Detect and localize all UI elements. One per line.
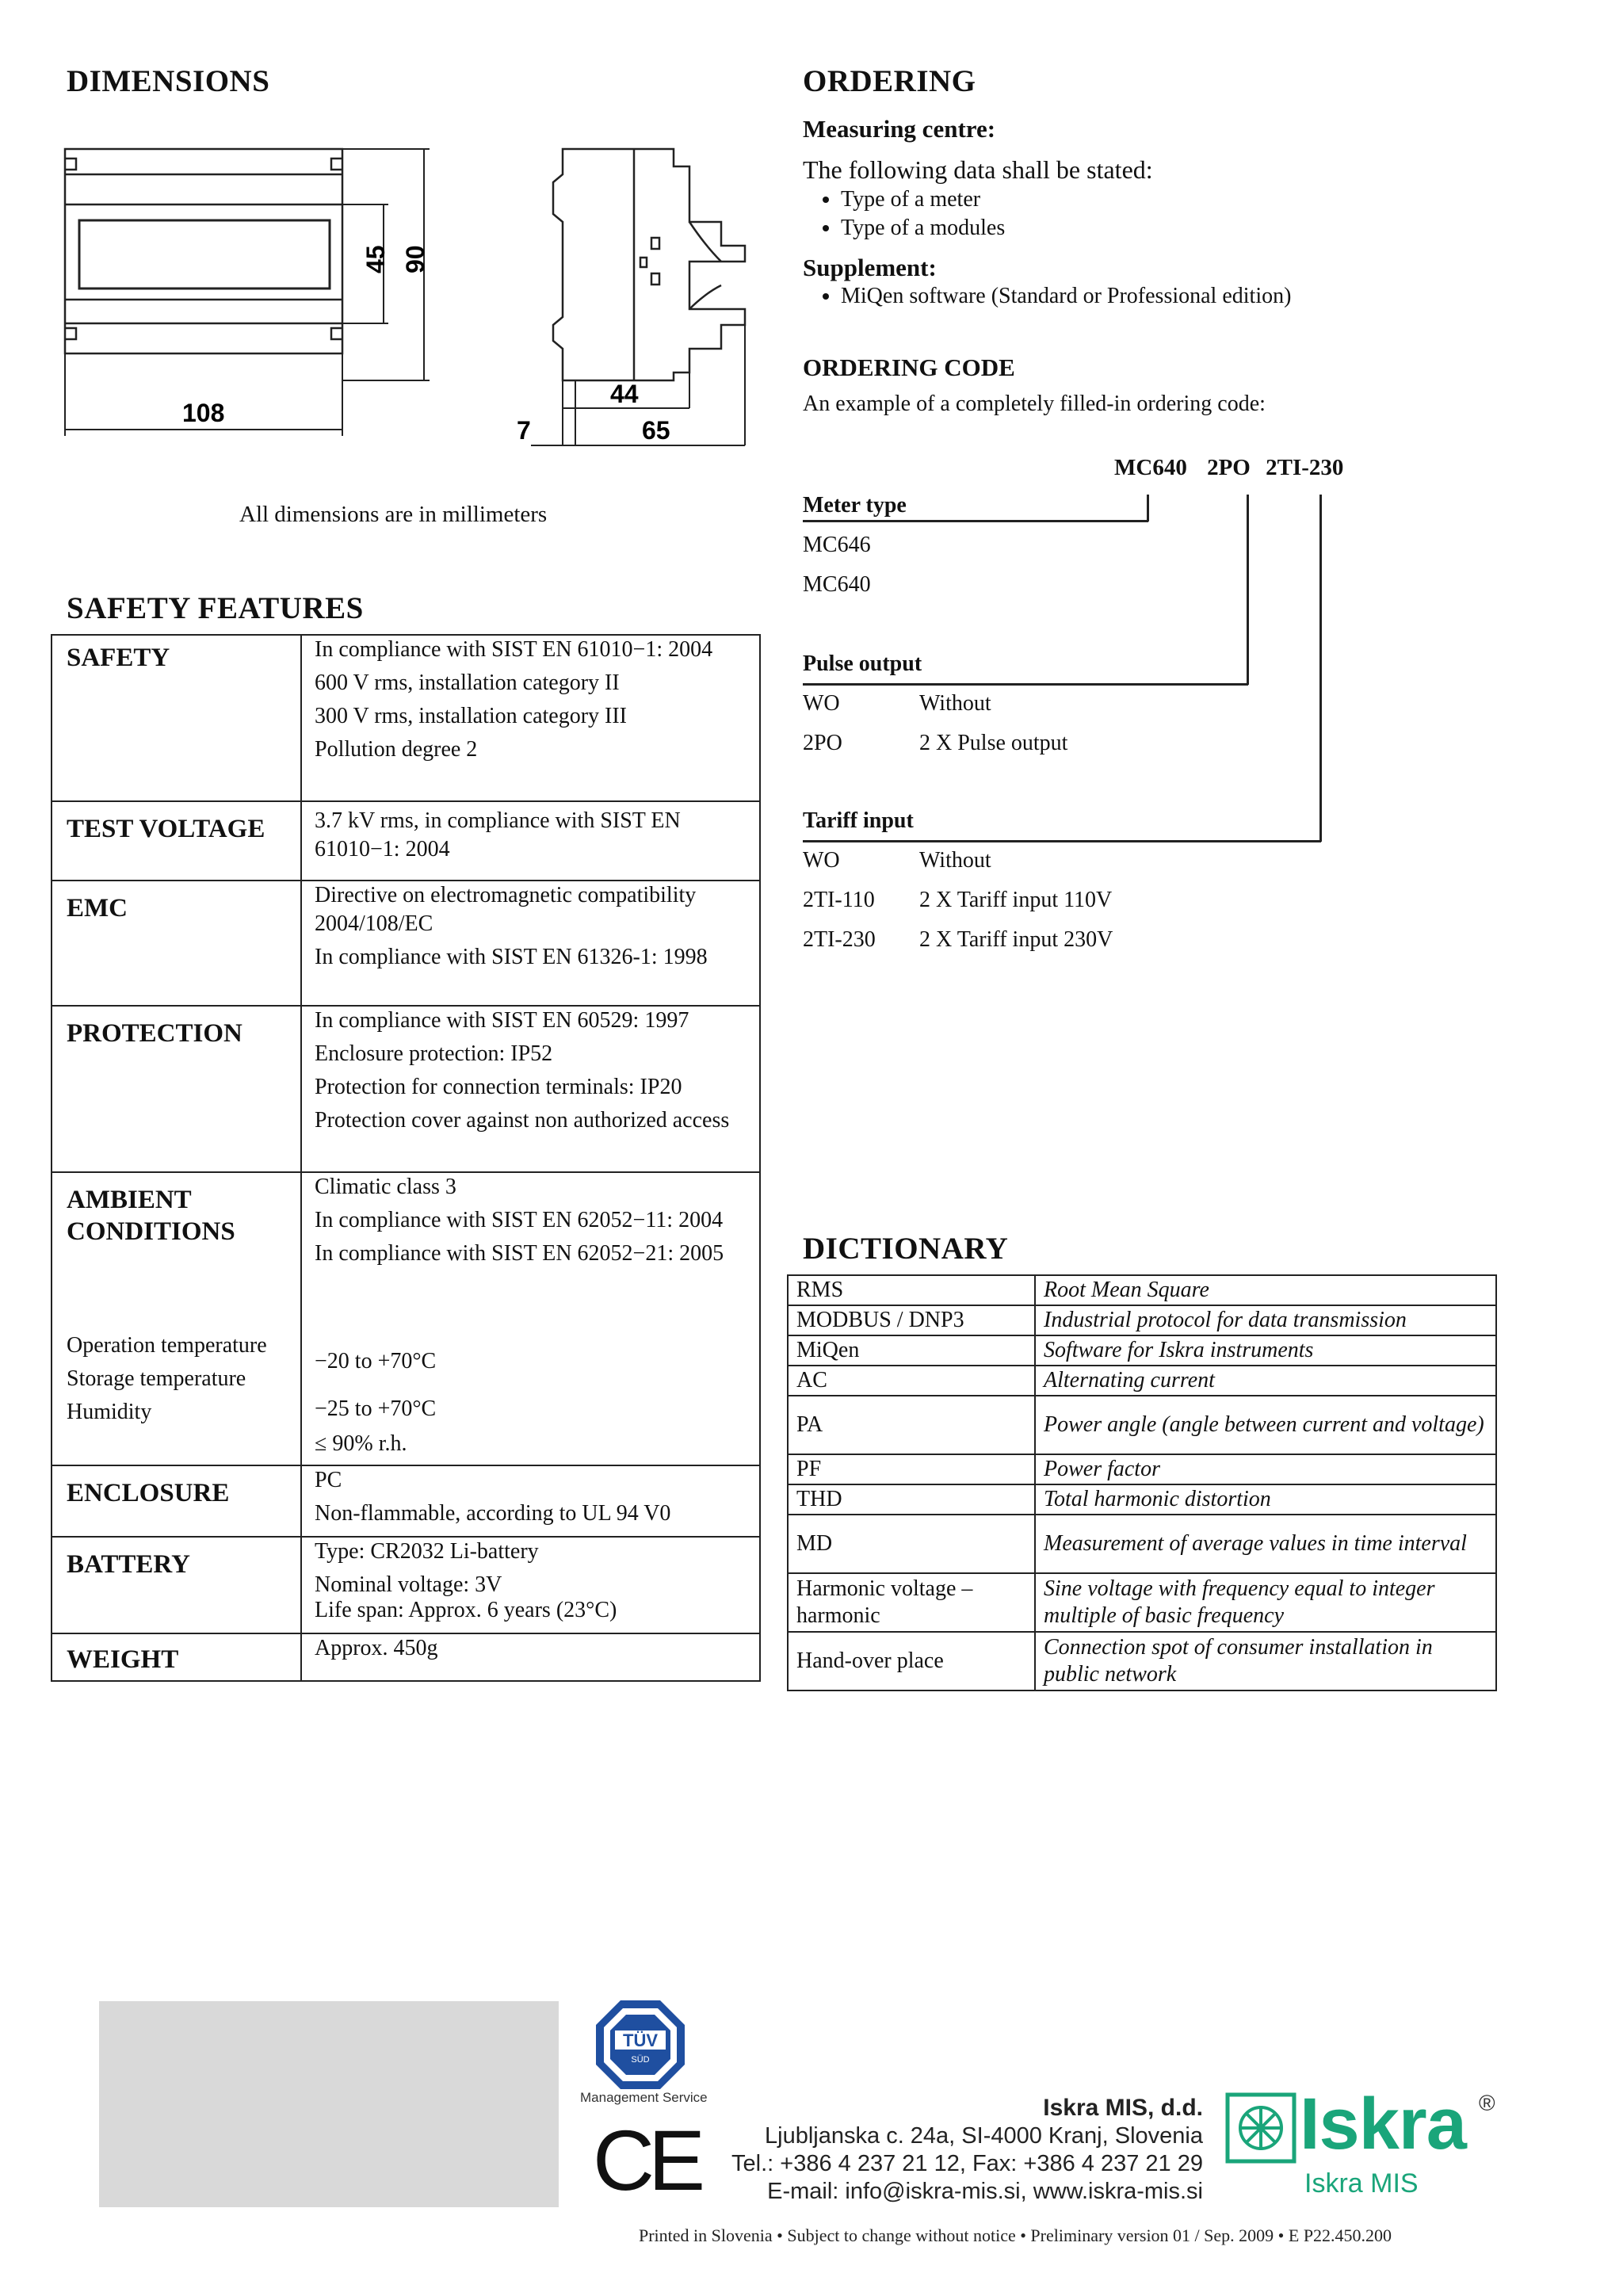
registered-mark: ® [1479, 2091, 1495, 2115]
dict-definition: Power factor [1035, 1454, 1496, 1484]
battery-row [52, 1537, 760, 1633]
footer-placeholder-box [99, 2001, 559, 2207]
safety-label: SAFETY [52, 635, 301, 801]
dict-term: Hand-over place [788, 1632, 1035, 1690]
protection-row [52, 1006, 760, 1172]
company-phone: Tel.: +386 4 237 21 12, Fax: +386 4 237 21 29 [731, 2151, 1203, 2176]
tariff-code: 2TI-230 [803, 927, 876, 952]
dict-definition: Total harmonic distortion [1035, 1484, 1496, 1515]
company-email: E-mail: info@iskra-mis.si, www.iskra-mis.si [767, 2179, 1203, 2204]
safety-table [51, 634, 761, 1682]
dictionary-title: DICTIONARY [803, 1232, 1009, 1266]
ordering-code-example [1114, 455, 1343, 481]
iskra-mis-text: Iskra MIS [1304, 2168, 1419, 2199]
dict-definition: Software for Iskra instruments [1035, 1335, 1496, 1366]
battery-line: Life span: Approx. 6 years (23°C) [315, 1598, 617, 1622]
test-voltage-label: TEST VOLTAGE [52, 801, 301, 881]
safety-line: Pollution degree 2 [315, 737, 478, 762]
address-block [731, 2094, 1203, 2206]
dictionary-table [787, 1274, 1497, 1691]
pulse-code: WO [803, 691, 840, 716]
ordering-code-text: An example of a completely filled-in ordering code: [803, 392, 1266, 416]
tariff-desc: Without [919, 848, 991, 873]
list-item: • Type of a modules [841, 214, 1005, 243]
storage-temperature-value: −25 to +70°C [315, 1396, 437, 1421]
front-view [65, 149, 342, 353]
enclosure-line: Non-flammable, according to UL 94 V0 [315, 1501, 671, 1526]
list-item: • Type of a meter [841, 185, 1005, 214]
dim-65-label: 65 [642, 416, 670, 445]
tuv-sub: SÜD [631, 2055, 650, 2065]
safety-line: In compliance with SIST EN 61010−1: 2004 [315, 637, 713, 662]
iskra-emblem-icon [1225, 2092, 1296, 2164]
dict-term: PA [788, 1396, 1035, 1454]
meter-type-option: MC640 [803, 572, 871, 597]
tariff-desc: 2 X Tariff input 230V [919, 927, 1113, 952]
list-item: • MiQen software (Standard or Professional edition) [841, 282, 1291, 311]
dict-term: MD [788, 1515, 1035, 1573]
weight-line: Approx. 450g [315, 1636, 438, 1660]
protection-line: In compliance with SIST EN 60529: 1997 [315, 1008, 689, 1033]
table-row [788, 1305, 1496, 1335]
supplement-list [803, 282, 1291, 311]
ambient-label: AMBIENT CONDITIONS [67, 1186, 235, 1246]
code-meter: MC640 [1114, 455, 1187, 480]
protection-label: PROTECTION [52, 1006, 301, 1172]
dict-term: MODBUS / DNP3 [788, 1305, 1035, 1335]
dict-definition: Alternating current [1035, 1366, 1496, 1396]
dict-definition: Root Mean Square [1035, 1275, 1496, 1305]
tariff-code: WO [803, 848, 840, 873]
tuv-caption: Management Service [580, 2090, 708, 2105]
tuv-text: TÜV [623, 2030, 658, 2050]
table-row [788, 1632, 1496, 1690]
pulse-desc: Without [919, 691, 991, 716]
code-pulse: 2PO [1207, 455, 1251, 480]
printed-note: Printed in Slovenia • Subject to change without notice • Preliminary version 01 / Sep. 2009 • E P22.450.200 [639, 2225, 1392, 2245]
dict-term: AC [788, 1366, 1035, 1396]
storage-temperature-label: Storage temperature [67, 1366, 246, 1391]
iskra-logo-text: Iskra [1300, 2084, 1466, 2164]
dict-term: PF [788, 1454, 1035, 1484]
table-row [788, 1366, 1496, 1396]
emc-row [52, 881, 760, 1006]
dimensions-drawing [55, 135, 769, 468]
ambient-row [52, 1172, 760, 1465]
side-view [553, 149, 745, 380]
battery-line: Type: CR2032 Li-battery [315, 1539, 539, 1564]
tuv-logo-icon [593, 1997, 688, 2092]
weight-label: WEIGHT [52, 1633, 301, 1681]
ce-mark-icon: CE [593, 2112, 700, 2208]
test-voltage-line: 3.7 kV rms, in compliance with SIST EN 61010−1: 2004 [315, 808, 681, 861]
measuring-centre-text: The following data shall be stated: [803, 155, 1153, 184]
safety-line: 300 V rms, installation category III [315, 704, 627, 728]
dim-90-label: 90 [401, 245, 430, 273]
dim-7-label: 7 [517, 416, 531, 445]
supplement-title: Supplement: [803, 254, 937, 281]
ambient-line: Climatic class 3 [315, 1175, 456, 1199]
ambient-line: In compliance with SIST EN 62052−11: 2004 [315, 1208, 724, 1232]
dict-definition: Power angle (angle between current and voltage) [1035, 1396, 1496, 1454]
protection-line: Protection cover against non authorized access [315, 1108, 730, 1133]
dict-definition: Industrial protocol for data transmission [1035, 1305, 1496, 1335]
protection-line: Protection for connection terminals: IP20 [315, 1075, 682, 1099]
dict-term: THD [788, 1484, 1035, 1515]
dimensions-caption: All dimensions are in millimeters [239, 502, 548, 527]
dict-definition: Measurement of average values in time interval [1035, 1515, 1496, 1573]
safety-line: 600 V rms, installation category II [315, 670, 620, 695]
battery-line: Nominal voltage: 3V [315, 1572, 502, 1597]
test-voltage-row [52, 801, 760, 881]
tariff-desc: 2 X Tariff input 110V [919, 888, 1113, 912]
dict-definition: Sine voltage with frequency equal to integer multiple of basic frequency [1035, 1573, 1496, 1632]
emc-label: EMC [52, 881, 301, 1006]
company-name: Iskra MIS, d.d. [1043, 2095, 1203, 2121]
dim-44-label: 44 [610, 380, 639, 408]
meter-type-label: Meter type [803, 493, 907, 518]
pulse-code: 2PO [803, 731, 842, 755]
dict-term: Harmonic voltage – harmonic [788, 1573, 1035, 1632]
dimensions-title: DIMENSIONS [67, 64, 270, 98]
pulse-desc: 2 X Pulse output [919, 731, 1068, 755]
safety-title: SAFETY FEATURES [67, 591, 364, 625]
dim-108-label: 108 [182, 399, 225, 427]
emc-line: In compliance with SIST EN 61326-1: 1998 [315, 945, 708, 969]
ordering-title: ORDERING [803, 64, 976, 98]
dict-definition: Connection spot of consumer installation in public network [1035, 1632, 1496, 1690]
tariff-code: 2TI-110 [803, 888, 875, 912]
measuring-centre-title: Measuring centre: [803, 115, 996, 143]
table-row [788, 1396, 1496, 1454]
meter-type-option: MC646 [803, 533, 871, 557]
enclosure-row [52, 1465, 760, 1537]
safety-row [52, 635, 760, 801]
dim-45-label: 45 [361, 245, 390, 273]
dict-term: MiQen [788, 1335, 1035, 1366]
emc-line: Directive on electromagnetic compatibility 2004/108/EC [315, 883, 697, 936]
table-row [788, 1454, 1496, 1484]
dict-term: RMS [788, 1275, 1035, 1305]
table-row [788, 1335, 1496, 1366]
battery-label: BATTERY [52, 1537, 301, 1633]
table-row [788, 1484, 1496, 1515]
table-row [788, 1515, 1496, 1573]
weight-row [52, 1633, 760, 1681]
protection-line: Enclosure protection: IP52 [315, 1041, 553, 1066]
company-address: Ljubljanska c. 24a, SI-4000 Kranj, Slovenia [765, 2123, 1203, 2149]
enclosure-label: ENCLOSURE [52, 1465, 301, 1537]
operation-temperature-label: Operation temperature [67, 1333, 267, 1358]
table-row [788, 1275, 1496, 1305]
ambient-line: In compliance with SIST EN 62052−21: 2005 [315, 1241, 724, 1266]
measuring-centre-list [803, 185, 1005, 243]
ordering-code-title: ORDERING CODE [803, 353, 1015, 381]
table-row [788, 1573, 1496, 1632]
code-tariff: 2TI-230 [1266, 455, 1344, 480]
humidity-label: Humidity [67, 1400, 152, 1424]
enclosure-line: PC [315, 1468, 342, 1492]
pulse-output-label: Pulse output [803, 651, 922, 676]
humidity-value: ≤ 90% r.h. [315, 1431, 407, 1456]
operation-temperature-value: −20 to +70°C [315, 1349, 437, 1373]
tariff-input-label: Tariff input [803, 808, 914, 833]
